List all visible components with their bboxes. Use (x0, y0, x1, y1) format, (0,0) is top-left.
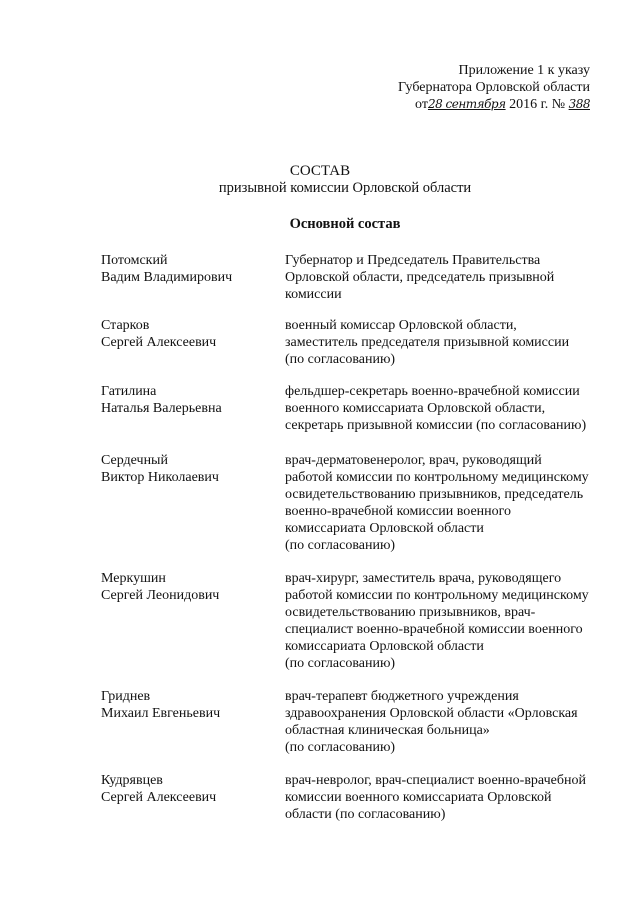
member-role-line: комиссариата Орловской области (285, 521, 484, 536)
member-role-line: комиссариата Орловской области (285, 639, 484, 654)
member-role-line: врач-невролог, врач-специалист военно-врачебной (285, 773, 586, 788)
member-role (285, 688, 610, 756)
member-name-line: Сергей Леонидович (101, 588, 220, 603)
member-role-line: (по согласованию) (285, 740, 396, 755)
member-name-line: Старков (101, 318, 150, 333)
member-role-line: (по согласованию) (285, 656, 396, 671)
member-name-line: Вадим Владимирович (101, 270, 233, 285)
member-name (101, 570, 271, 604)
member-role-line: Губернатор и Председатель Правительства (285, 253, 541, 268)
handwritten-date: 28 сентября (427, 97, 506, 111)
member-role-line: секретарь призывной комиссии (по согласованию) (285, 418, 587, 433)
member-role-line: врач-хирург, заместитель врача, руководящего (285, 571, 562, 586)
member-role-line: фельдшер-секретарь военно-врачебной комиссии (285, 384, 580, 399)
member-role (285, 317, 610, 368)
member-role-line: области (по согласованию) (285, 807, 446, 822)
member-name-line: Сердечный (101, 453, 168, 468)
member-role-line: комиссии военного комиссариата Орловской (285, 790, 552, 805)
section-title: Основной состав (289, 216, 401, 232)
member-name (101, 252, 271, 286)
member-role (285, 383, 610, 434)
member-name-line: Потомский (101, 253, 168, 268)
member-role-line: специалист военно-врачебной комиссии военного (285, 622, 583, 637)
member-name-line: Гриднев (101, 689, 151, 704)
member-name (101, 383, 271, 417)
member-role-line: освидетельствованию призывников, председатель (285, 487, 584, 502)
member-role-line: военно-врачебной комиссии военного (285, 504, 512, 519)
document-title: СОСТАВ (289, 163, 351, 179)
member-role (285, 570, 610, 672)
appendix-year-number: 2016 г. № (505, 97, 566, 112)
member-role-line: здравоохранения Орловской области «Орловская (285, 706, 578, 721)
member-name-line: Наталья Валерьевна (101, 401, 222, 416)
member-name-line: Михаил Евгеньевич (101, 706, 221, 721)
member-role-line: военного комиссариата Орловской области, (285, 401, 546, 416)
handwritten-number: 388 (568, 97, 590, 111)
member-role-line: областная клиническая больница» (285, 723, 490, 738)
member-role-line: работой комиссии по контрольному медицинскому (285, 588, 589, 603)
appendix-header (350, 62, 590, 113)
member-role-line: Орловской области, председатель призывной (285, 270, 555, 285)
member-name-line: Сергей Алексеевич (101, 790, 217, 805)
member-role-line: военный комиссар Орловской области, (285, 318, 517, 333)
member-role-line: (по согласованию) (285, 352, 396, 367)
appendix-line-2: Губернатора Орловской области (397, 80, 590, 95)
member-role-line: врач-дерматовенеролог, врач, руководящий (285, 453, 542, 468)
member-role (285, 252, 610, 303)
appendix-date-prefix: от (415, 97, 428, 112)
member-name-line: Кудрявцев (101, 773, 163, 788)
member-role (285, 772, 610, 823)
member-role-line: освидетельствованию призывников, врач- (285, 605, 536, 620)
member-role-line: (по согласованию) (285, 538, 396, 553)
member-name (101, 688, 271, 722)
member-role-line: работой комиссии по контрольному медицинскому (285, 470, 589, 485)
member-role-line: комиссии (285, 287, 342, 302)
member-name (101, 317, 271, 351)
appendix-line-3 (350, 96, 590, 113)
member-name-line: Сергей Алексеевич (101, 335, 217, 350)
member-name (101, 452, 271, 486)
appendix-line-1: Приложение 1 к указу (458, 63, 590, 78)
document-subtitle: призывной комиссии Орловской области (218, 180, 472, 196)
member-role-line: врач-терапевт бюджетного учреждения (285, 689, 519, 704)
member-name (101, 772, 271, 806)
member-role (285, 452, 610, 554)
member-role-line: заместитель председателя призывной комиссии (285, 335, 570, 350)
member-name-line: Меркушин (101, 571, 166, 586)
member-name-line: Виктор Николаевич (101, 470, 219, 485)
member-name-line: Гатилина (101, 384, 157, 399)
